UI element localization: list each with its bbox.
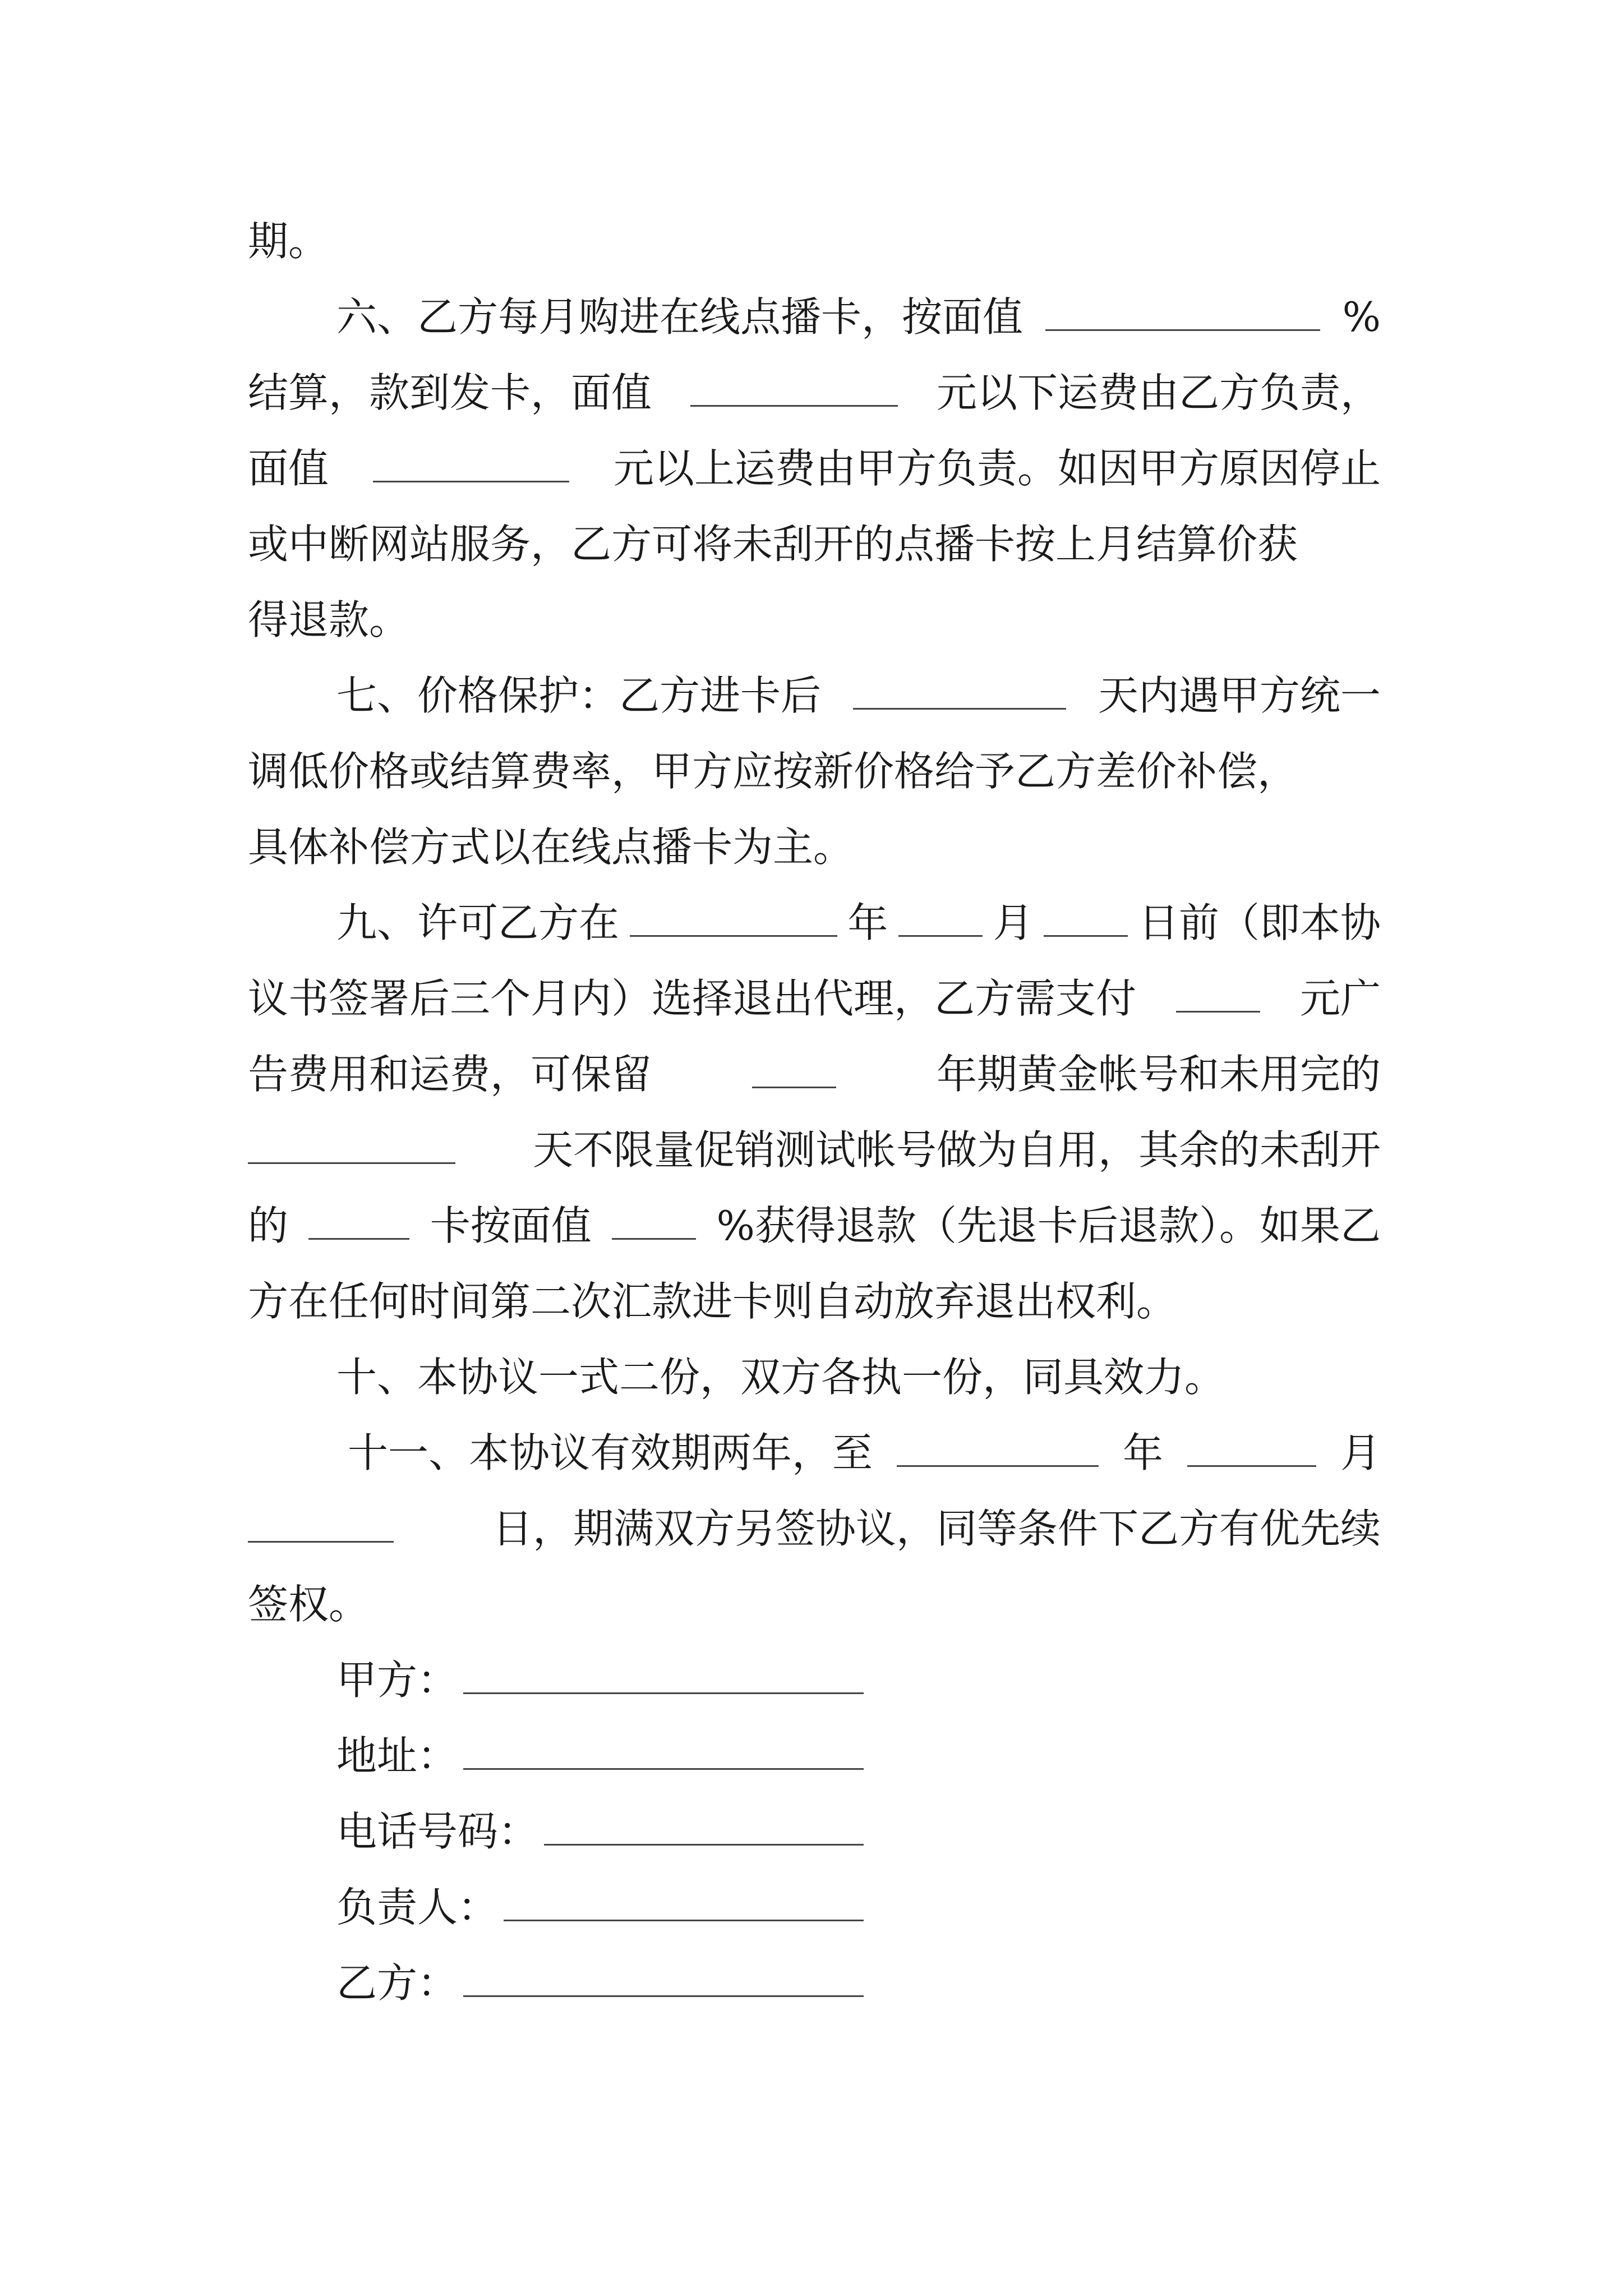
fill-blank-year[interactable] [630, 895, 837, 937]
signature-label: 甲方： [336, 1657, 458, 1704]
text-segment: 日前（即本协 [1138, 899, 1381, 946]
signature-label: 乙方： [336, 1959, 458, 2007]
text-segment: 元以上运费由甲方负责。如因甲方原因停止 [613, 445, 1381, 492]
text-segment: 天内遇甲方统一 [1098, 672, 1381, 719]
fill-blank[interactable] [1176, 970, 1260, 1013]
text-segment: 天不限量促销测试帐号做为自用，其余的未刮开 [532, 1126, 1381, 1174]
text-segment: 方在任何时间第二次汇款进卡则自动放弃退出权利。 [248, 1278, 1177, 1325]
signature-address [336, 1728, 864, 1784]
fill-blank[interactable] [853, 668, 1066, 710]
paragraph-line [248, 819, 1381, 875]
phone-field[interactable] [544, 1803, 864, 1846]
fill-blank[interactable] [308, 1198, 409, 1240]
paragraph-line [248, 1576, 1381, 1632]
paragraph-line [248, 516, 1381, 572]
text-segment: 年 [1122, 1429, 1163, 1476]
fill-blank-month[interactable] [1187, 1425, 1316, 1467]
text-segment: 议书签署后三个月内）选择退出代理，乙方需支付 [248, 975, 1137, 1022]
clause-eleven-line [348, 1425, 1381, 1481]
fill-blank-year[interactable] [897, 1425, 1099, 1467]
fill-blank[interactable] [690, 365, 898, 407]
party-b-field[interactable] [463, 1955, 864, 1997]
fill-blank[interactable] [612, 1198, 696, 1240]
clause-seven-line [336, 668, 1381, 724]
paragraph-line [248, 1122, 1381, 1178]
text-segment: 元广 [1299, 975, 1381, 1022]
text-segment: 签权。 [248, 1581, 370, 1628]
text-segment: 七、价格保护：乙方进卡后 [336, 672, 822, 719]
paragraph-line [248, 592, 1381, 648]
fill-blank[interactable] [752, 1046, 836, 1088]
fill-blank[interactable] [373, 440, 569, 482]
text-segment: 的 [248, 1202, 289, 1249]
text-segment: 六、乙方每月购进在线点播卡，按面值 [336, 293, 1023, 341]
text-segment: 九、许可乙方在 [336, 899, 620, 946]
party-a-field[interactable] [463, 1652, 864, 1694]
text-segment: 年期黄金帐号和未用完的 [936, 1051, 1381, 1098]
fill-blank-month[interactable] [898, 895, 983, 937]
text-segment: 月 [1340, 1429, 1381, 1476]
paragraph-line [248, 1273, 1381, 1329]
text-segment: 具体补偿方式以在线点播卡为主。 [248, 823, 854, 871]
signature-party-a [336, 1652, 864, 1708]
signature-party-b [336, 1955, 864, 2011]
text-segment: 面值 [248, 445, 329, 492]
signature-label: 电话号码： [336, 1808, 539, 1855]
fill-blank[interactable] [1045, 289, 1320, 331]
paragraph-line [248, 1046, 1381, 1102]
paragraph-line [248, 365, 1381, 421]
paragraph-line [248, 1501, 1381, 1557]
text-segment: 期。 [248, 218, 329, 265]
person-in-charge-field[interactable] [504, 1879, 864, 1921]
text-segment: 卡按面值 [430, 1202, 592, 1249]
text-segment: 或中断网站服务，乙方可将未刮开的点播卡按上月结算价获 [248, 521, 1298, 568]
clause-six-line [336, 289, 1381, 345]
paragraph-line [248, 213, 1381, 269]
address-field[interactable] [463, 1728, 864, 1770]
fill-blank[interactable] [248, 1122, 455, 1164]
signature-phone [336, 1803, 864, 1860]
paragraph-line [248, 1198, 1381, 1254]
text-segment: 得退款。 [248, 596, 410, 643]
signature-label: 地址： [336, 1732, 458, 1779]
text-segment: 元以下运费由乙方负责， [936, 369, 1381, 416]
signature-person-in-charge [336, 1879, 864, 1935]
text-segment: 十、本协议一式二份，双方各执一份，同具效力。 [336, 1354, 1225, 1401]
text-segment: %获得退款（先退卡后退款）。如果乙 [716, 1202, 1381, 1249]
text-segment: 月 [993, 899, 1034, 946]
paragraph-line [248, 970, 1381, 1027]
text-segment: 告费用和运费，可保留 [248, 1051, 652, 1098]
clause-ten-line [336, 1349, 1381, 1405]
text-segment: 调低价格或结算费率，甲方应按新价格给予乙方差价补偿， [248, 748, 1298, 795]
text-segment: 十一、本协议有效期两年，至 [348, 1429, 873, 1476]
paragraph-line [248, 440, 1381, 496]
fill-blank-day[interactable] [248, 1501, 394, 1543]
clause-nine-line [336, 895, 1381, 951]
signature-label: 负责人： [336, 1884, 499, 1931]
paragraph-line [248, 743, 1381, 799]
text-segment: 日，期满双方另签协议，同等条件下乙方有优先续 [492, 1505, 1381, 1552]
text-segment: 结算，款到发卡，面值 [248, 369, 652, 416]
text-segment: 年 [847, 899, 888, 946]
fill-blank-day[interactable] [1044, 895, 1128, 937]
text-segment: % [1342, 293, 1381, 341]
